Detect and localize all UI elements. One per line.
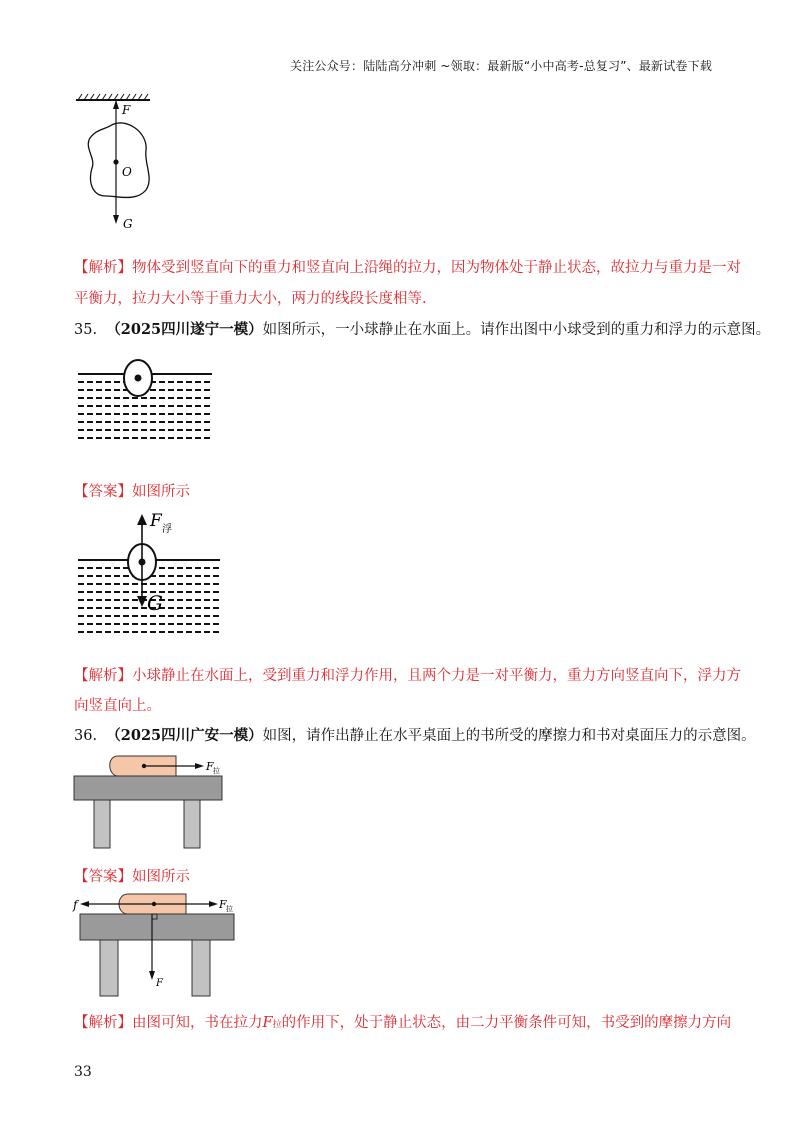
buoyancy-sub-label: 浮 — [162, 524, 172, 535]
analysis-text: 小球静止在水面上，受到重力和浮力作用，且两个力是一对平衡力，重力方向竖直向下，浮力方 — [132, 668, 741, 684]
q35-analysis-line2: 向竖直向上。 — [74, 698, 161, 714]
analysis-text-b: 的作用下，处于静止状态，由二力平衡条件可知，书受到的摩擦力方向 — [281, 1015, 732, 1031]
question-text: 如图所示，一小球静止在水面上。请作出图中小球受到的重力和浮力的示意图。 — [262, 322, 771, 338]
analysis-tag: 【解析】 — [74, 668, 132, 684]
q35-analysis-line1 — [74, 664, 741, 685]
buoyancy-f-label: F — [150, 511, 162, 531]
analysis-tag: 【解析】 — [74, 1015, 132, 1031]
answer-text: 如图所示 — [132, 869, 190, 885]
hanging-object-figure — [70, 92, 180, 232]
page-header: 关注公众号：陆陆高分冲刺 ~领取：最新版“小中高考-总复习”、最新试卷下载 — [290, 59, 713, 73]
pull-force-label: F — [219, 898, 227, 911]
pull-force-sub: 拉 — [213, 767, 220, 775]
question-text: 如图，请作出静止在水平桌面上的书所受的摩擦力和书对桌面压力的示意图。 — [262, 728, 756, 744]
q34-analysis-line1 — [74, 256, 741, 277]
answer-text: 如图所示 — [132, 484, 190, 500]
pull-force-sub: 拉 — [226, 905, 233, 913]
question-source: （2025四川遂宁一模） — [106, 321, 263, 338]
question-number: 36. — [74, 728, 98, 744]
analysis-text: 物体受到竖直向下的重力和竖直向上沿绳的拉力，因为物体处于静止状态，故拉力与重力是一对 — [132, 260, 741, 276]
question-source: （2025四川广安一模） — [106, 727, 263, 744]
book-table-figure — [72, 752, 232, 852]
pull-force-label: F — [206, 760, 214, 773]
pressure-label: F — [156, 978, 163, 989]
book-table-forces-figure — [70, 890, 240, 1002]
analysis-force-sub: 拉 — [272, 1020, 282, 1030]
answer-tag: 【答案】 — [74, 869, 132, 885]
ball-on-water-figure — [74, 352, 216, 452]
q36-stem — [74, 724, 756, 745]
answer-tag: 【答案】 — [74, 484, 132, 500]
q36-analysis-line1 — [74, 1011, 731, 1032]
q35-answer — [74, 480, 190, 501]
analysis-text-a: 由图可知，书在拉力 — [132, 1015, 263, 1031]
gravity-label: G — [147, 591, 163, 615]
analysis-tag: 【解析】 — [74, 260, 132, 276]
analysis-force-symbol: F — [262, 1015, 273, 1031]
gravity-g-label: G — [123, 217, 133, 231]
question-number: 35. — [74, 322, 98, 338]
center-o-label: O — [122, 165, 132, 179]
q35-stem — [74, 318, 770, 339]
friction-label: f — [73, 898, 78, 912]
ball-forces-figure — [74, 508, 224, 638]
force-f-label: F — [122, 103, 131, 117]
q36-answer — [74, 865, 190, 886]
q34-analysis-line2: 平衡力，拉力大小等于重力大小，两力的线段长度相等. — [74, 291, 427, 307]
page-number: 33 — [74, 1064, 92, 1080]
